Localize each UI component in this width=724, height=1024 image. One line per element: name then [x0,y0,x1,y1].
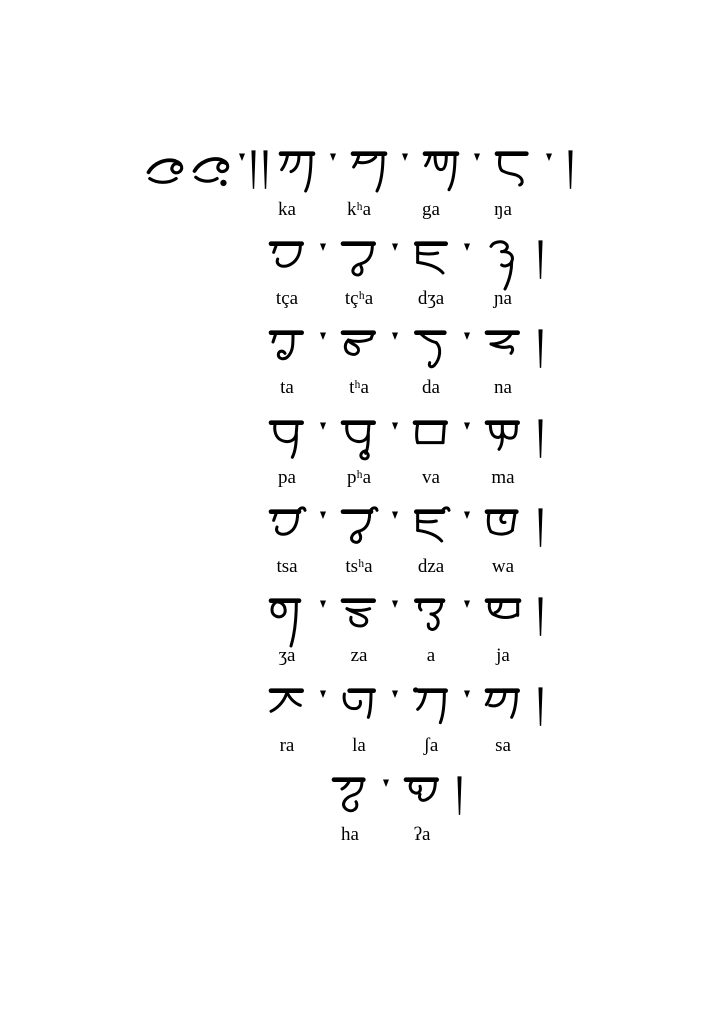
tsheg-mark-icon [391,421,399,433]
ipa-transcription: ʃa [423,735,439,756]
tibetan-letter [333,417,385,471]
tibetan-letter [405,327,457,381]
tsheg-mark-icon [319,331,327,343]
tsheg-separator [385,506,405,522]
ipa-row-1 [261,199,529,221]
ipa-row-4 [261,467,529,489]
yig-mgo-head-mark-icon [146,152,190,190]
shad-mark-icon [565,149,576,193]
tibetan-letter [477,327,529,381]
tibetan-letter [261,417,313,471]
ipa-transcription: pʰa [346,467,372,488]
tsheg-separator [395,148,415,164]
ipa-transcription: dʒa [417,288,445,309]
ipa-transcription: ʔa [413,824,431,845]
ipa-transcription: ha [341,824,359,845]
tibetan-letter [261,238,313,292]
shad-mark-icon [448,774,470,819]
tsheg-mark-icon [319,242,327,254]
alphabet-row-3 [261,327,551,381]
ipa-transcription: pa [278,467,296,488]
tsheg-separator [385,595,405,611]
tibetan-letter-glyph [349,148,389,202]
tibetan-letter [405,506,457,560]
alphabet-row-2 [261,238,551,292]
tibetan-letter-glyph [339,327,379,381]
tsheg-separator [313,327,333,343]
tsheg-separator [457,417,477,433]
tsheg-separator [313,417,333,433]
tibetan-letter [477,685,529,739]
alphabet-row-6 [261,595,551,649]
ipa-transcription: tʰa [349,377,369,398]
tibetan-letter [333,685,385,739]
tibetan-letter-glyph [339,506,379,560]
tibetan-letter-glyph [411,238,451,292]
tsheg-mark-icon [463,599,471,611]
tsheg-mark-icon [463,421,471,433]
tibetan-letter-glyph [483,685,523,739]
tsheg-mark-icon [391,331,399,343]
shad-mark-icon [535,596,546,640]
tsheg-mark-icon [463,331,471,343]
shad-mark-icon [248,149,259,193]
tibetan-letter [396,774,448,828]
tsheg-mark-icon [473,152,481,164]
tsheg-mark-icon [539,148,559,164]
alphabet-row-8 [324,774,470,828]
tibetan-letter-glyph [483,595,523,649]
alphabet-row-7 [261,685,551,739]
tsheg-mark-icon [401,152,409,164]
tsheg-mark-icon [463,242,471,254]
tibetan-letter [261,506,313,560]
ipa-transcription: tsʰa [345,556,373,577]
ipa-transcription: va [422,467,440,488]
ipa-transcription: kʰa [346,199,372,220]
ipa-transcription: ŋa [494,199,512,220]
ipa-transcription: ta [280,377,294,398]
shad-mark-icon [259,148,271,193]
ipa-row-6 [261,645,529,667]
tibetan-letter [405,238,457,292]
ipa-transcription: a [426,645,436,666]
ipa-transcription: tça [275,288,299,309]
tsheg-mark-icon [319,421,327,433]
tibetan-letter-glyph [483,238,523,292]
shad-mark-icon [454,775,465,819]
tibetan-letter-glyph [411,327,451,381]
tsheg-mark-icon [391,599,399,611]
ipa-transcription: za [350,645,368,666]
ipa-transcription: dza [417,556,445,577]
tsheg-separator [457,685,477,701]
tibetan-letter-glyph [267,595,307,649]
tibetan-letter [415,148,467,202]
ipa-transcription: ra [279,735,295,756]
ipa-transcription: ga [422,199,440,220]
tibetan-letter-glyph [402,774,442,828]
tibetan-letter [333,595,385,649]
shad-mark-icon [529,417,551,462]
tsheg-separator [313,506,333,522]
tibetan-letter-glyph [483,417,523,471]
tibetan-letter-glyph [339,685,379,739]
tsheg-mark-icon [329,152,337,164]
ipa-row-8 [324,824,448,846]
tibetan-letter [333,506,385,560]
tibetan-letter-glyph [483,327,523,381]
tibetan-letter-glyph [339,595,379,649]
tsheg-separator [457,506,477,522]
tsheg-separator [467,148,487,164]
tibetan-letter [343,148,395,202]
tsheg-separator [457,595,477,611]
tibetan-letter-glyph [421,148,461,202]
alphabet-row-4 [261,417,551,471]
yig-mgo-head-mark-icon [192,152,236,190]
tibetan-letter [405,417,457,471]
tsheg-mark-icon [319,510,327,522]
ipa-transcription: wa [491,556,515,577]
ipa-transcription: na [494,377,512,398]
tibetan-letter [271,148,323,202]
shad-mark-icon [535,328,546,372]
tsheg-separator [457,238,477,254]
tibetan-letter [487,148,539,202]
tibetan-letter [477,595,529,649]
shad-mark-icon [529,238,551,283]
tibetan-letter [477,238,529,292]
ipa-transcription: sa [495,735,511,756]
tibetan-letter-glyph [267,238,307,292]
tibetan-letter [405,595,457,649]
tibetan-letter-glyph [483,506,523,560]
tibetan-letter [405,685,457,739]
shad-mark-icon [535,507,546,551]
tibetan-letter [324,774,376,828]
tsheg-separator [385,417,405,433]
tsheg-mark-icon [391,510,399,522]
ipa-row-7 [261,735,529,757]
tibetan-letter-glyph [411,595,451,649]
tibetan-letter-glyph [267,417,307,471]
tibetan-letter-glyph [330,774,370,828]
tsheg-separator [376,774,396,790]
ipa-transcription: ka [278,199,296,220]
ipa-row-5 [261,556,529,578]
tibetan-letter-glyph [277,148,317,202]
tibetan-letter-glyph [411,506,451,560]
tibetan-letter-glyph [411,685,451,739]
tsheg-separator [385,238,405,254]
shad-mark-icon [247,148,259,193]
tibetan-letter [477,506,529,560]
tibetan-letter [261,595,313,649]
shad-mark-icon [529,327,551,372]
tsheg-mark-icon [391,689,399,701]
tibetan-letter-glyph [411,417,451,471]
tibetan-letter-glyph [267,685,307,739]
ipa-transcription: ʒa [278,645,296,666]
ipa-transcription: ma [491,467,515,488]
tibetan-letter-glyph [493,148,533,202]
tsheg-mark-icon [319,599,327,611]
tsheg-separator [313,595,333,611]
ipa-transcription: la [352,735,366,756]
shad-mark-icon [535,686,546,730]
shad-mark-icon [529,685,551,730]
tsheg-separator [313,685,333,701]
shad-mark-icon [529,506,551,551]
ipa-transcription: da [422,377,440,398]
tsheg-mark-icon [463,510,471,522]
tibetan-letter-glyph [339,238,379,292]
tsheg-separator [385,327,405,343]
tsheg-mark-icon [391,242,399,254]
tibetan-letter [333,327,385,381]
tsheg-separator [385,685,405,701]
ipa-transcription: ɲa [494,288,512,309]
tibetan-letter-glyph [267,327,307,381]
tsheg-separator [457,327,477,343]
yig-mgo-head-mark-icon [191,148,237,190]
tibetan-letter-glyph [267,506,307,560]
ipa-transcription: ja [496,645,510,666]
tsheg-mark-icon [545,152,553,164]
tibetan-letter [333,238,385,292]
tibetan-letter [261,685,313,739]
tsheg-mark-icon [319,689,327,701]
ipa-transcription: tsa [276,556,298,577]
tsheg-mark-icon [382,778,390,790]
shad-mark-icon [559,148,581,193]
tsheg-mark-icon [463,689,471,701]
alphabet-row-5 [261,506,551,560]
shad-mark-icon [260,149,271,193]
alphabet-row-1 [145,148,581,202]
ipa-row-2 [261,288,529,310]
shad-mark-icon [535,418,546,462]
tibetan-letter [477,417,529,471]
ipa-transcription: tçʰa [344,288,374,309]
yig-mgo-head-mark-icon [145,148,191,190]
ipa-row-3 [261,377,529,399]
tibetan-letter-glyph [339,417,379,471]
tsheg-mark-icon [238,152,246,164]
tsheg-mark-icon [237,148,247,164]
tibetan-letter [261,327,313,381]
tsheg-separator [313,238,333,254]
tsheg-separator [323,148,343,164]
shad-mark-icon [529,595,551,640]
shad-mark-icon [535,239,546,283]
